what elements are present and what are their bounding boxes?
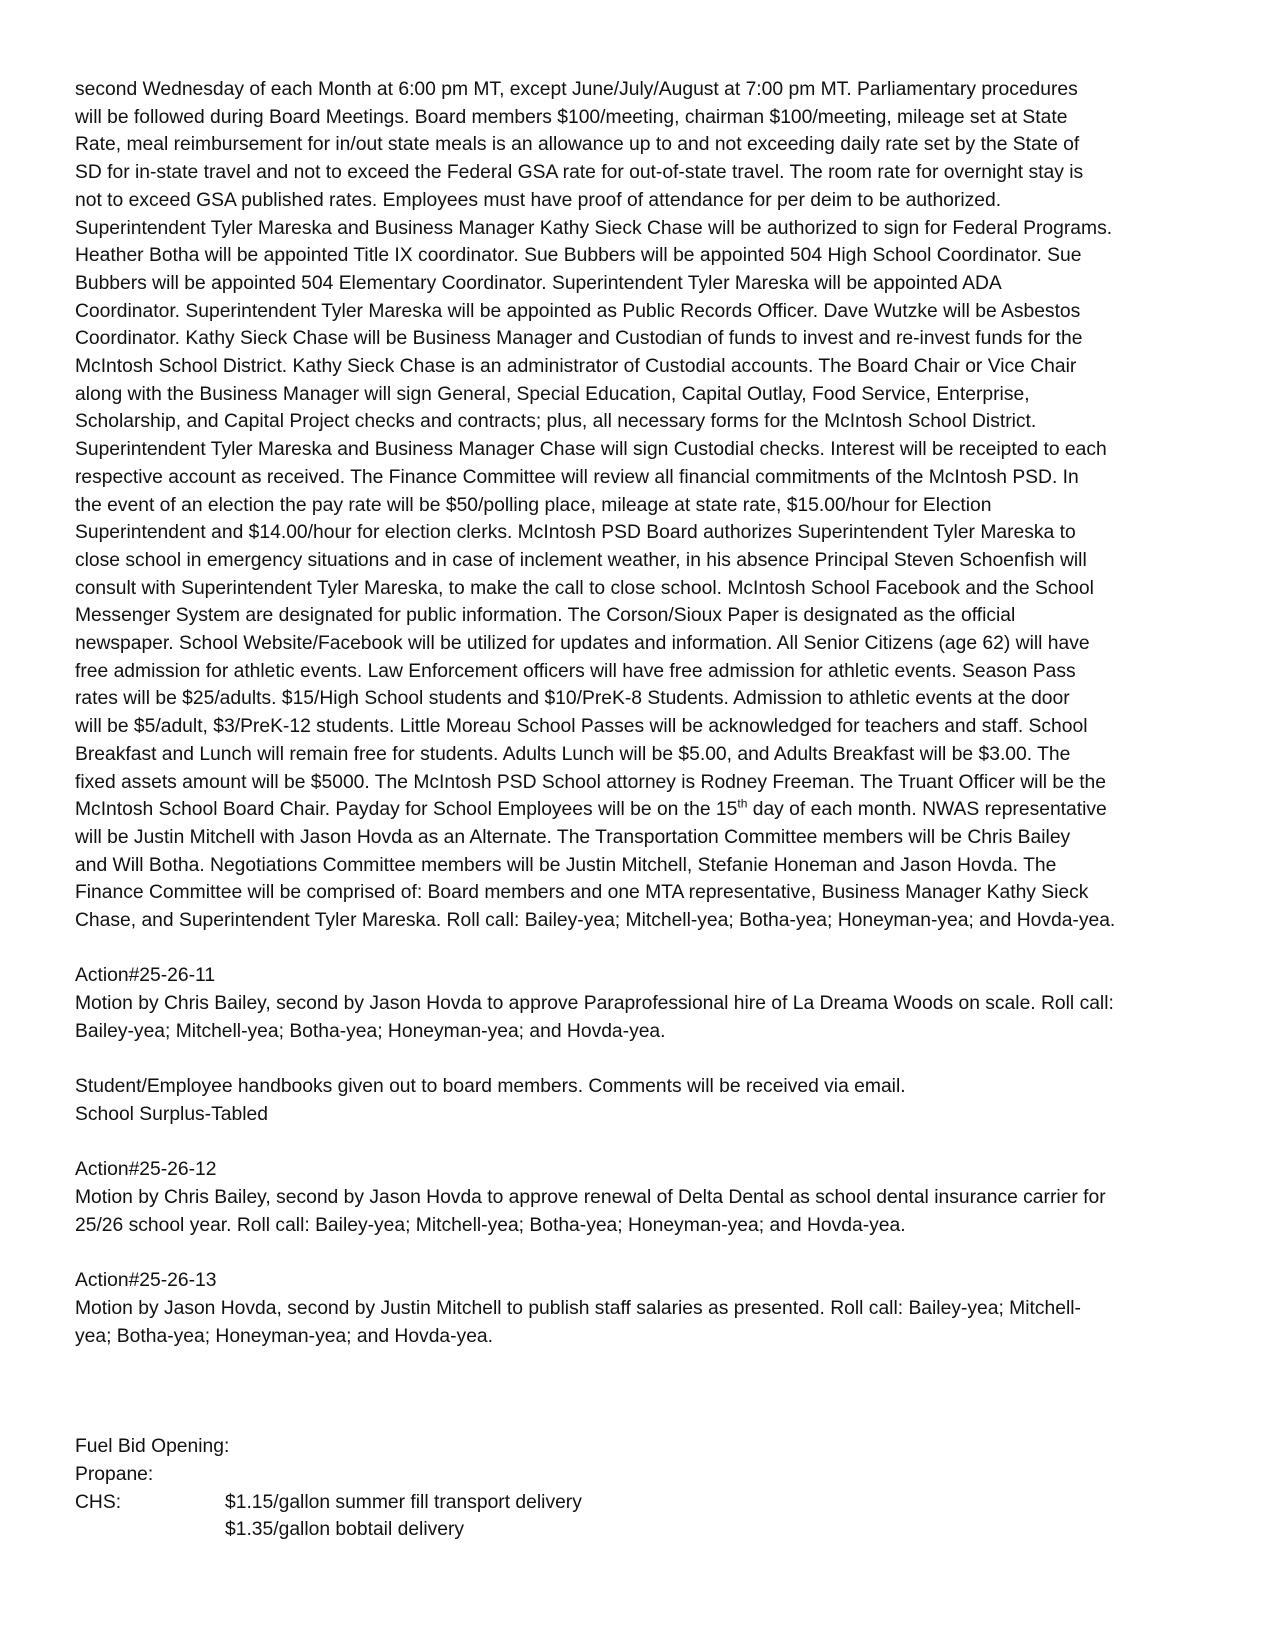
policy-line: McIntosh School District. Kathy Sieck Chase is an administrator of Custodial accounts. The Board Chair or Vice Chair	[75, 356, 1077, 378]
handbooks-note	[75, 1073, 1205, 1128]
policy-line: Superintendent Tyler Mareska and Business Manager Kathy Sieck Chase will be authorized to sign for Federal Programs.	[75, 217, 1113, 239]
policy-line: Coordinator. Superintendent Tyler Mareska will be appointed as Public Records Officer. Dave Wutzke will be Asbestos	[75, 300, 1081, 322]
payday-line	[75, 796, 1205, 824]
policy-line: will be Justin Mitchell with Jason Hovda as an Alternate. The Transportation Committee members will be Chris Bailey	[75, 826, 1071, 848]
action-25-26-13	[75, 1267, 1205, 1350]
policy-line: Rate, meal reimbursement for in/out state meals is an allowance up to and not exceeding daily rate set by the State of	[75, 134, 1080, 156]
vendor-label: CHS:	[75, 1491, 122, 1513]
policy-line: and Will Botha. Negotiations Committee members will be Justin Mitchell, Stefanie Honeman and Jason Hovda. The	[75, 854, 1057, 876]
motion-text: Motion by Chris Bailey, second by Jason Hovda to approve Paraprofessional hire of La Dreama Woods on scale. Roll call:	[75, 993, 1114, 1015]
payday-text-after: day of each month. NWAS representative	[747, 799, 1107, 821]
policy-line: the event of an election the pay rate will be $50/polling place, mileage at state rate, $15.00/hour for Election	[75, 494, 992, 516]
handbooks-text: Student/Employee handbooks given out to board members. Comments will be received via email.	[75, 1076, 906, 1098]
policy-line: Scholarship, and Capital Project checks and contracts; plus, all necessary forms for the McIntosh School District.	[75, 411, 1037, 433]
fuel-price: $1.15/gallon summer fill transport delivery	[225, 1491, 582, 1513]
policy-line: second Wednesday of each Month at 6:00 pm MT, except June/July/August at 7:00 pm MT. Parliamentary procedures	[75, 79, 1078, 100]
payday-text-before: McIntosh School Board Chair. Payday for School Employees will be on the 15	[75, 799, 738, 821]
policy-line: Coordinator. Kathy Sieck Chase will be Business Manager and Custodian of funds to invest and re-invest funds for the	[75, 328, 1083, 350]
policy-line: close school in emergency situations and in case of inclement weather, in his absence Principal Steven Schoenfish will	[75, 549, 1087, 571]
fuel-bid-heading: Fuel Bid Opening:	[75, 1436, 230, 1458]
action-heading: Action#25-26-12	[75, 1159, 217, 1181]
surplus-text: School Surplus-Tabled	[75, 1103, 268, 1125]
policy-line: fixed assets amount will be $5000. The McIntosh PSD School attorney is Rodney Freeman. The Truant Officer will be the	[75, 771, 1106, 793]
policy-paragraph	[75, 76, 1205, 935]
policy-line: Messenger System are designated for public information. The Corson/Sioux Paper is designated as the official	[75, 605, 1016, 627]
policy-line: will be followed during Board Meetings. Board members $100/meeting, chairman $100/meeting, mileage set at State	[75, 106, 1068, 128]
fuel-price: $1.35/gallon bobtail delivery	[225, 1519, 465, 1541]
policy-line: respective account as received. The Finance Committee will review all financial commitments of the McIntosh PSD. In	[75, 466, 1079, 488]
paragraph-spacer	[75, 1129, 1205, 1157]
policy-line: free admission for athletic events. Law Enforcement officers will have free admission for athletic events. Season Pass	[75, 660, 1076, 682]
policy-line: not to exceed GSA published rates. Employees must have proof of attendance for per deim to be authorized.	[75, 189, 1002, 211]
motion-text: yea; Botha-yea; Honeyman-yea; and Hovda-yea.	[75, 1325, 494, 1347]
propane-heading: Propane:	[75, 1463, 154, 1485]
policy-line: newspaper. School Website/Facebook will be utilized for updates and information. All Senior Citizens (age 62) will have	[75, 633, 1090, 655]
section-spacer	[75, 1350, 1205, 1433]
paragraph-spacer	[75, 1239, 1205, 1267]
fuel-row-chs	[75, 1489, 1205, 1517]
policy-line: Chase, and Superintendent Tyler Mareska. Roll call: Bailey-yea; Mitchell-yea; Botha-yea; Honeyman-yea; and Hovda-yea.	[75, 910, 1116, 932]
ordinal-superscript: th	[737, 796, 748, 811]
paragraph-spacer	[75, 935, 1205, 963]
fuel-bid-section	[75, 1433, 1205, 1544]
action-25-26-12	[75, 1156, 1205, 1239]
policy-line: rates will be $25/adults. $15/High School students and $10/PreK-8 Students. Admission to athletic events at the door	[75, 688, 1070, 710]
policy-line: along with the Business Manager will sign General, Special Education, Capital Outlay, Food Service, Enterprise,	[75, 383, 1030, 405]
policy-line: Heather Botha will be appointed Title IX coordinator. Sue Bubbers will be appointed 504 High School Coordinator. Sue	[75, 245, 1082, 267]
motion-text: Motion by Jason Hovda, second by Justin Mitchell to publish staff salaries as presented. Roll call: Bailey-yea; Mitchell-	[75, 1297, 1081, 1319]
policy-line: SD for in-state travel and not to exceed the Federal GSA rate for out-of-state travel. The room rate for overnight stay is	[75, 162, 1084, 184]
motion-text: Motion by Chris Bailey, second by Jason Hovda to approve renewal of Delta Dental as school dental insurance carrier for	[75, 1187, 1106, 1209]
motion-text: Bailey-yea; Mitchell-yea; Botha-yea; Honeyman-yea; and Hovda-yea.	[75, 1020, 666, 1042]
policy-line: consult with Superintendent Tyler Mareska, to make the call to close school. McIntosh School Facebook and the School	[75, 577, 1094, 599]
action-heading: Action#25-26-11	[75, 965, 216, 987]
policy-line: will be $5/adult, $3/PreK-12 students. Little Moreau School Passes will be acknowledged for teachers and staff. School	[75, 716, 1088, 738]
policy-line: Bubbers will be appointed 504 Elementary Coordinator. Superintendent Tyler Mareska will be appointed ADA	[75, 272, 1002, 294]
action-25-26-11	[75, 962, 1205, 1045]
action-heading: Action#25-26-13	[75, 1270, 217, 1292]
policy-line: Superintendent Tyler Mareska and Business Manager Chase will sign Custodial checks. Interest will be receipted to each	[75, 439, 1107, 461]
minutes-page	[75, 76, 1205, 1544]
fuel-row-bobtail	[75, 1516, 1205, 1544]
paragraph-spacer	[75, 1046, 1205, 1074]
motion-text: 25/26 school year. Roll call: Bailey-yea; Mitchell-yea; Botha-yea; Honeyman-yea; and Hovda-yea.	[75, 1214, 906, 1236]
policy-line: Breakfast and Lunch will remain free for students. Adults Lunch will be $5.00, and Adults Breakfast will be $3.00. The	[75, 743, 1071, 765]
policy-line: Superintendent and $14.00/hour for election clerks. McIntosh PSD Board authorizes Superintendent Tyler Mareska to	[75, 522, 1076, 544]
policy-line: Finance Committee will be comprised of: Board members and one MTA representative, Business Manager Kathy Sieck	[75, 882, 1089, 904]
